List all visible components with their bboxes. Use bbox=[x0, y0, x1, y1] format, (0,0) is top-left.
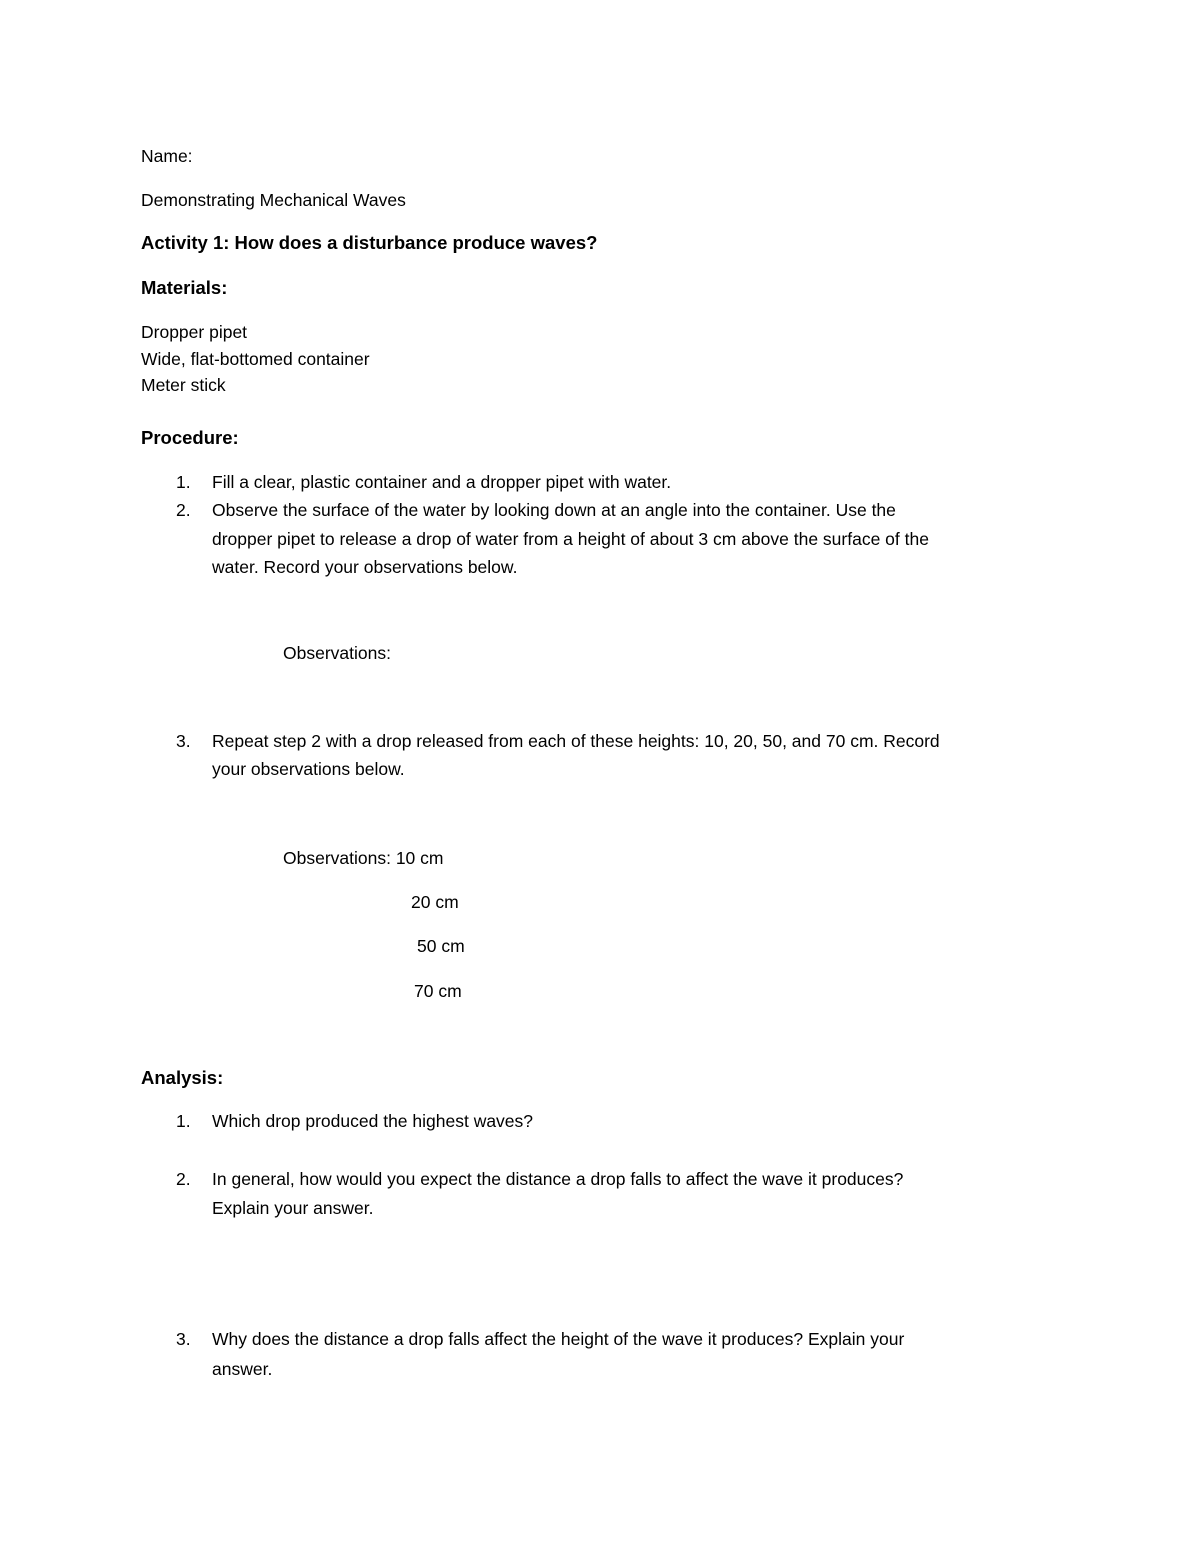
materials-heading: Materials: bbox=[141, 277, 228, 298]
materials-item: Dropper pipet bbox=[141, 322, 248, 342]
analysis-question-text: Explain your answer. bbox=[212, 1198, 374, 1218]
analysis-question-text: In general, how would you expect the distance a drop falls to affect the wave it produces? bbox=[212, 1169, 904, 1189]
observations-height-20: 20 cm bbox=[411, 892, 459, 912]
materials-item: Meter stick bbox=[141, 375, 226, 395]
analysis-question-text: Why does the distance a drop falls affect the height of the wave it produces? Explain your bbox=[212, 1329, 905, 1349]
observations-label: Observations: bbox=[283, 643, 391, 663]
document-title: Demonstrating Mechanical Waves bbox=[141, 190, 406, 210]
procedure-step-number: 2. bbox=[176, 500, 191, 520]
procedure-step-text: Fill a clear, plastic container and a dropper pipet with water. bbox=[212, 472, 672, 492]
analysis-question-number: 3. bbox=[176, 1329, 191, 1349]
activity-heading: Activity 1: How does a disturbance produce waves? bbox=[141, 232, 598, 253]
procedure-step-text: your observations below. bbox=[212, 759, 405, 779]
observations-height-70: 70 cm bbox=[414, 981, 462, 1001]
procedure-step-text: water. Record your observations below. bbox=[212, 557, 518, 577]
analysis-question-number: 2. bbox=[176, 1169, 191, 1189]
procedure-step-text: Observe the surface of the water by looking down at an angle into the container. Use the bbox=[212, 500, 896, 520]
analysis-heading: Analysis: bbox=[141, 1067, 224, 1088]
analysis-question-number: 1. bbox=[176, 1111, 191, 1131]
observations-height-50: 50 cm bbox=[417, 936, 465, 956]
observations-height-10: Observations: 10 cm bbox=[283, 848, 444, 868]
procedure-heading: Procedure: bbox=[141, 427, 239, 448]
procedure-step-text: dropper pipet to release a drop of water from a height of about 3 cm above the surface of the bbox=[212, 529, 929, 549]
analysis-question-text: answer. bbox=[212, 1359, 273, 1379]
procedure-step-text: Repeat step 2 with a drop released from each of these heights: 10, 20, 50, and 70 cm. Record bbox=[212, 731, 940, 751]
materials-item: Wide, flat-bottomed container bbox=[141, 349, 370, 369]
procedure-step-number: 1. bbox=[176, 472, 191, 492]
procedure-step-number: 3. bbox=[176, 731, 191, 751]
name-label: Name: bbox=[141, 146, 193, 166]
analysis-question-text: Which drop produced the highest waves? bbox=[212, 1111, 534, 1131]
